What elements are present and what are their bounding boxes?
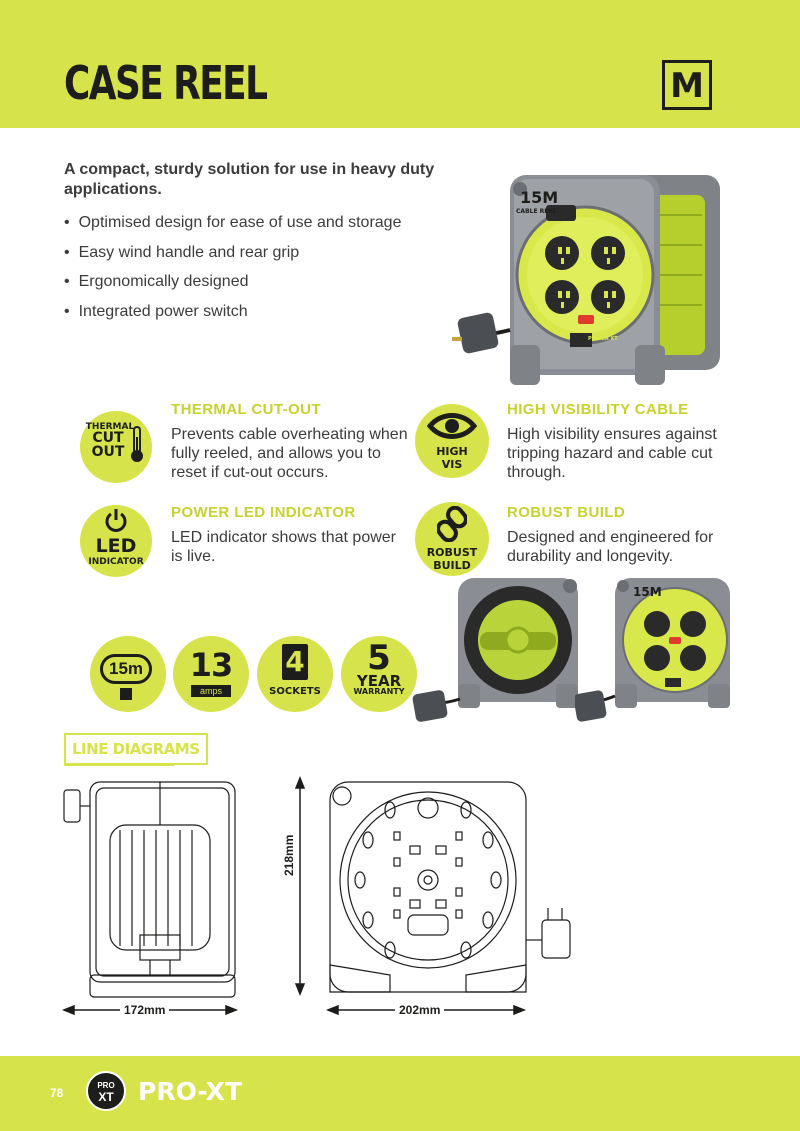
side-view-diagram [60, 770, 250, 1030]
plug-icon [120, 688, 132, 700]
front-length-label: 15M [633, 585, 662, 599]
high-vis-title: HIGH VISIBILITY CABLE [507, 401, 689, 418]
led-indicator-icon [80, 505, 152, 577]
front-view-diagram [290, 770, 590, 1030]
logo-bottom-text: XT [98, 1090, 114, 1104]
product-brand-mark: POWER XT [588, 336, 618, 342]
bullet-item: • Easy wind handle and rear grip [64, 238, 401, 268]
line-diagrams-label: LINE DIAGRAMS [64, 733, 208, 765]
size-badge: M [662, 60, 712, 110]
eye-icon [427, 412, 477, 440]
bullet-item: • Optimised design for ease of use and storage [64, 208, 401, 238]
thermal-cutout-icon [80, 411, 152, 483]
build-icon-label: BUILD [433, 559, 471, 572]
sockets-value: 4 [282, 644, 308, 680]
cable-length-badge [90, 636, 166, 712]
led-indicator-desc: LED indicator shows that power is live. [171, 529, 396, 565]
high-vis-icon [415, 404, 489, 478]
robust-build-desc: Designed and engineered for durability and longevity. [507, 529, 714, 565]
page-number: 78 [50, 1086, 64, 1100]
line-diagrams-rule [64, 764, 174, 766]
warranty-years: 5 [367, 638, 391, 678]
robust-build-title: ROBUST BUILD [507, 504, 626, 521]
thermal-icon-label: THERMAL [85, 422, 135, 432]
product-image-rear [410, 574, 585, 724]
power-icon [104, 507, 128, 533]
product-length-label: 15M [520, 188, 559, 207]
thermal-cutout-desc: Prevents cable overheating when fully reeled, and allows you to reset if cut-out occurs. [171, 426, 408, 481]
led-indicator-title: POWER LED INDICATOR [171, 504, 356, 521]
thermal-cutout-title: THERMAL CUT-OUT [171, 401, 321, 418]
high-icon-label: HIGH [436, 445, 468, 458]
product-image-front [575, 574, 740, 724]
bullet-item: • Integrated power switch [64, 297, 401, 327]
product-image-main [450, 165, 730, 390]
front-width-dimension: 202mm [395, 1003, 444, 1017]
feature-bullets [64, 208, 401, 326]
intro-text: A compact, sturdy solution for use in heavy duty applications. [64, 161, 435, 198]
warranty-label: WARRANTY [353, 687, 405, 696]
high-vis-desc: High visibility ensures against tripping hazard and cable cut through. [507, 426, 717, 481]
robust-icon-label: ROBUST [426, 546, 478, 559]
chain-link-icon [437, 506, 467, 542]
amps-badge [173, 636, 249, 712]
robust-build-icon [415, 502, 489, 576]
warranty-badge [341, 636, 417, 712]
side-width-dimension: 172mm [120, 1003, 169, 1017]
cable-length-value: 15m [100, 654, 152, 684]
height-dimension: 218mm [282, 831, 296, 880]
amps-label: amps [191, 685, 231, 697]
brand-name: PRO-XT [138, 1077, 242, 1106]
logo-top-text: PRO [97, 1081, 115, 1090]
out-icon-label: OUT [91, 444, 125, 460]
thermometer-icon [130, 425, 144, 465]
product-cable-label: CABLE REEL [516, 208, 557, 215]
vis-icon-label: VIS [441, 458, 463, 471]
indicator-icon-label: INDICATOR [88, 557, 144, 567]
page-title: CASE REEL [64, 56, 267, 110]
warranty-year-label: YEAR [356, 672, 402, 690]
cut-icon-label: CUT [92, 430, 124, 446]
led-icon-label: LED [95, 535, 137, 557]
pro-xt-logo [86, 1071, 126, 1111]
bullet-item: • Ergonomically designed [64, 267, 401, 297]
sockets-label: SOCKETS [269, 686, 321, 697]
amps-value: 13 [189, 646, 233, 684]
sockets-badge [257, 636, 333, 712]
